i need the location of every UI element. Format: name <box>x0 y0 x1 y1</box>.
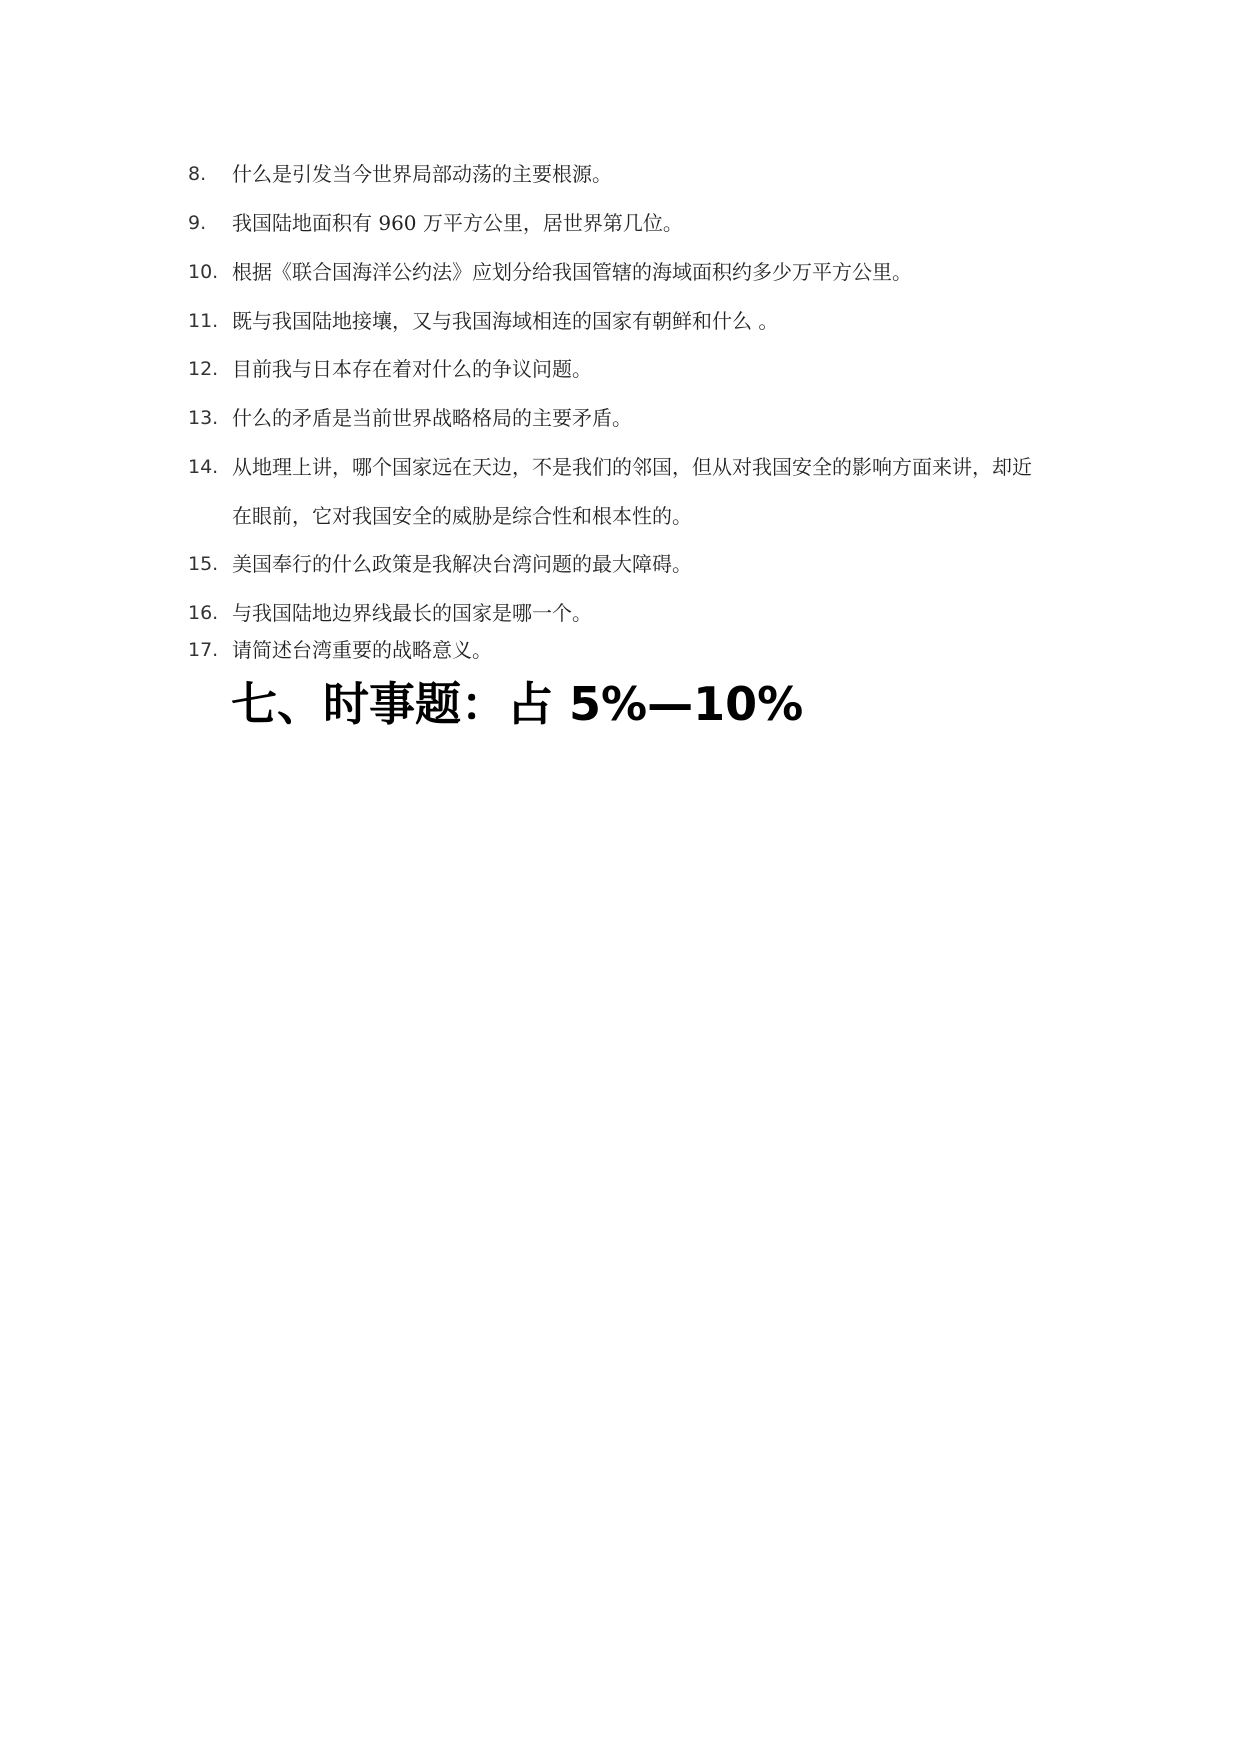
question-text: 什么是引发当今世界局部动荡的主要根源。 <box>232 162 612 186</box>
question-text-continuation: 在眼前，它对我国安全的威胁是综合性和根本性的。 <box>232 504 692 528</box>
question-text: 目前我与日本存在着对什么的争议问题。 <box>232 357 592 381</box>
question-number: 13. <box>188 407 219 429</box>
question-number: 12. <box>188 358 219 380</box>
question-text: 既与我国陆地接壤，又与我国海域相连的国家有朝鲜和什么 。 <box>232 309 779 333</box>
question-number: 16. <box>188 602 219 624</box>
question-number: 10. <box>188 261 219 283</box>
question-text: 从地理上讲，哪个国家远在天边，不是我们的邻国，但从对我国安全的影响方面来讲，却近 <box>232 455 1032 479</box>
question-number: 15. <box>188 553 219 575</box>
question-text: 我国陆地面积有 960 万平方公里，居世界第几位。 <box>232 211 683 235</box>
question-number: 11. <box>188 310 219 332</box>
question-text: 请简述台湾重要的战略意义。 <box>232 638 492 662</box>
question-text: 美国奉行的什么政策是我解决台湾问题的最大障碍。 <box>232 552 692 576</box>
question-number: 14. <box>188 456 219 478</box>
question-number: 17. <box>188 639 219 661</box>
section-heading: 七、时事题：占 5%—10% <box>231 677 804 731</box>
question-number: 9. <box>188 212 207 234</box>
question-number: 8. <box>188 163 207 185</box>
question-text: 与我国陆地边界线最长的国家是哪一个。 <box>232 601 592 625</box>
question-text: 什么的矛盾是当前世界战略格局的主要矛盾。 <box>232 406 632 430</box>
question-text: 根据《联合国海洋公约法》应划分给我国管辖的海域面积约多少万平方公里。 <box>232 260 912 284</box>
